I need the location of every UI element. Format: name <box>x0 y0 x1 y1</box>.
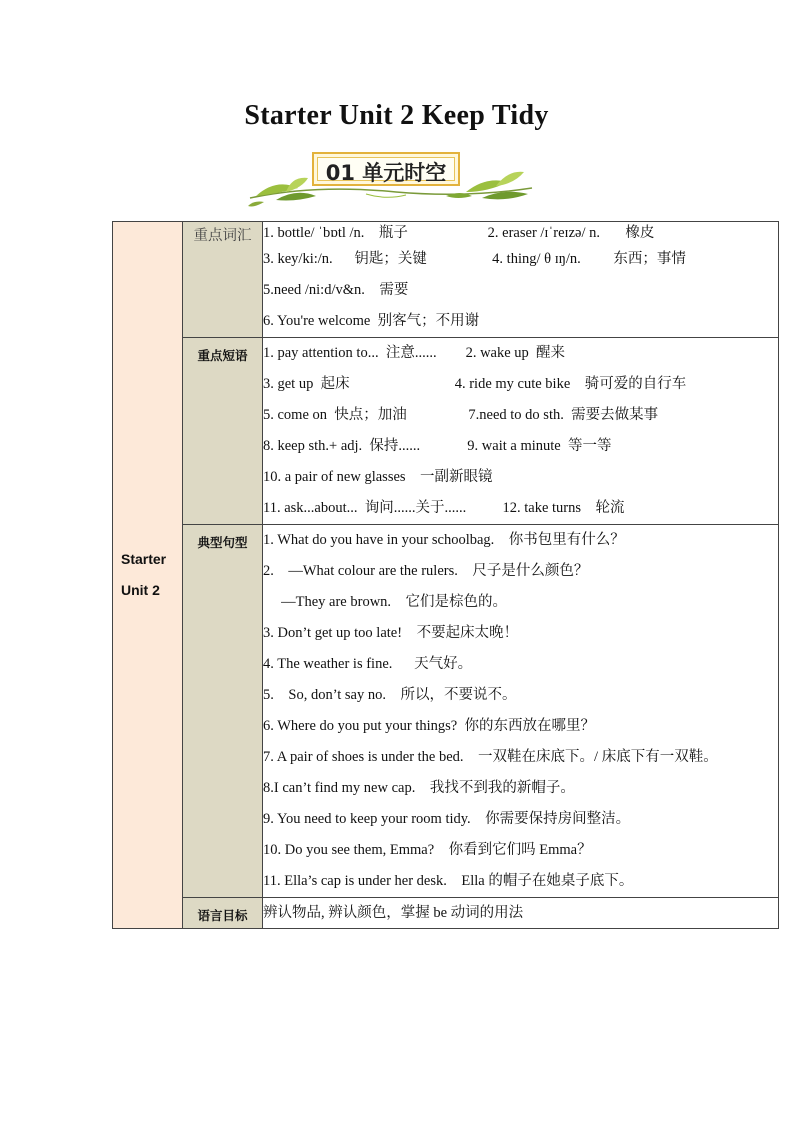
phrase-line: 1. pay attention to... 注意...... 2. wake up 醒来 <box>263 345 566 361</box>
goal-content <box>263 898 779 929</box>
document-title: Starter Unit 2 Keep Tidy <box>244 100 549 131</box>
goal-line: 辨认物品, 辨认颜色，掌握 be 动词的用法 <box>263 905 524 921</box>
sentence-row <box>113 525 779 898</box>
banner-frame <box>312 152 460 186</box>
sentence-line: 8.I can’t find my new cap. 我找不到我的新帽子。 <box>263 780 575 796</box>
phrase-line: 10. a pair of new glasses 一副新眼镜 <box>263 469 493 485</box>
vocab-content <box>263 222 779 338</box>
phrase-category-cell <box>183 338 263 525</box>
phrase-line: 3. get up 起床 4. ride my cute bike 骑可爱的自行车 <box>263 376 687 392</box>
sentence-line: 3. Don’t get up too late! 不要起床太晚！ <box>263 625 519 641</box>
phrase-category-label: 重点短语 <box>197 348 248 363</box>
vocab-category-label: 重点词汇 <box>193 228 252 244</box>
vocab-line: 1. bottle/ ˈbɒtl /n. 瓶子 2. eraser /ɪˈreɪzə/ n. 橡皮 <box>263 225 655 241</box>
vocab-row <box>113 222 779 338</box>
summary-table <box>112 221 779 929</box>
sentence-category-label: 典型句型 <box>197 535 248 550</box>
unit-label-line-2: Unit 2 <box>121 582 160 598</box>
vocab-line: 3. key/ki:/n. 钥匙；关键 4. thing/ θ ɪŋ/n. 东西；事情 <box>263 251 686 267</box>
phrase-row <box>113 338 779 525</box>
sentence-line: 7. A pair of shoes is under the bed. 一双鞋在床底下。/ 床底下有一双鞋。 <box>263 749 718 765</box>
vocab-line: 5.need /ni:d/v&n. 需要 <box>263 282 409 298</box>
section-banner <box>246 148 536 210</box>
sentence-category-cell <box>183 525 263 898</box>
sentence-line: 10. Do you see them, Emma? 你看到它们吗 Emma？ <box>263 842 592 858</box>
goal-category-cell <box>183 898 263 929</box>
phrase-line: 5. come on 快点；加油 7.need to do sth. 需要去做某事 <box>263 407 659 423</box>
sentence-content <box>263 525 779 898</box>
phrase-content <box>263 338 779 525</box>
sentence-line: 5. So, don’t say no. 所以，不要说不。 <box>263 687 517 703</box>
unit-label-line-1: Starter <box>121 551 167 567</box>
sentence-line: 4. The weather is fine. 天气好。 <box>263 656 473 672</box>
phrase-line: 11. ask...about... 询问......关于...... 12. take turns 轮流 <box>263 500 625 516</box>
phrase-line: 8. keep sth.+ adj. 保持...... 9. wait a minute 等一等 <box>263 438 612 454</box>
sentence-line: 1. What do you have in your schoolbag. 你书包里有什么？ <box>263 532 625 548</box>
goal-row <box>113 898 779 929</box>
sentence-line: 11. Ella’s cap is under her desk. Ella 的帽子在她桌子底下。 <box>263 873 634 889</box>
vocab-line: 6. You're welcome 别客气；不用谢 <box>263 313 480 329</box>
sentence-line: —They are brown. 它们是棕色的。 <box>263 594 508 610</box>
sentence-line: 9. You need to keep your room tidy. 你需要保持房间整洁。 <box>263 811 631 827</box>
sentence-line: 6. Where do you put your things? 你的东西放在哪里？ <box>263 718 595 734</box>
goal-category-label: 语言目标 <box>197 908 248 923</box>
vocab-category-cell <box>183 222 263 338</box>
banner-label: 01 单元时空 <box>325 161 447 185</box>
unit-cell <box>113 222 183 929</box>
sentence-line: 2. —What colour are the rulers. 尺子是什么颜色？ <box>263 563 589 579</box>
